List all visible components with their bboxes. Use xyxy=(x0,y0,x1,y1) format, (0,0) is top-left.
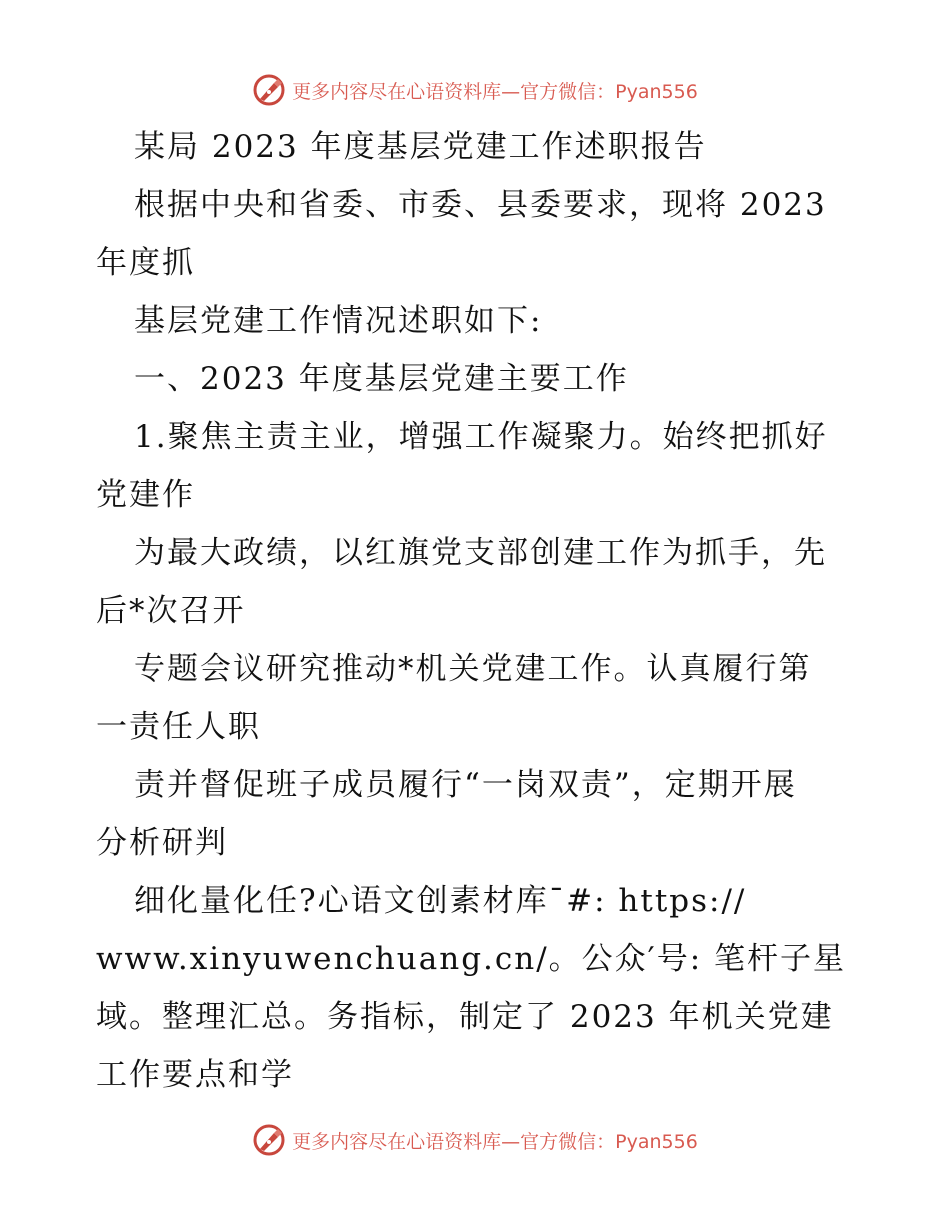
document-line: 根据中央和省委、市委、县委要求，现将 2023 xyxy=(134,187,827,223)
document-line: 一、2023 年度基层党建主要工作 xyxy=(134,361,629,397)
footer-banner xyxy=(0,1120,950,1160)
document-line: 细化量化任?心语文创素材库¯#: https:// xyxy=(134,883,747,919)
header-banner xyxy=(0,70,950,110)
document-line: 为最大政绩，以红旗党支部创建工作为抓手，先 xyxy=(134,535,827,571)
document-line: 党建作 xyxy=(96,477,195,513)
document-body xyxy=(96,118,866,1104)
document-line: 基层党建工作情况述职如下: xyxy=(134,303,543,339)
document-line: 分析研判 xyxy=(96,825,228,861)
header-banner-text: 更多内容尽在心语资料库—官方微信：Pyan556 xyxy=(292,80,698,103)
document-line: 责并督促班子成员履行“一岗双责”，定期开展 xyxy=(134,767,797,803)
document-line: 后*次召开 xyxy=(96,593,246,629)
footer-banner-text: 更多内容尽在心语资料库—官方微信：Pyan556 xyxy=(292,1130,698,1153)
document-line: 工作要点和学 xyxy=(96,1057,294,1093)
document-line: 域。整理汇总。务指标，制定了 2023 年机关党建 xyxy=(96,999,834,1035)
document-line: 专题会议研究推动*机关党建工作。认真履行第 xyxy=(134,651,812,687)
document-line: 1.聚焦主责主业，增强工作凝聚力。始终把抓好 xyxy=(134,419,828,455)
document-line: 一责任人职 xyxy=(96,709,261,745)
document-line: 某局 2023 年度基层党建工作述职报告 xyxy=(134,129,707,165)
pen-nib-logo-icon xyxy=(252,1123,286,1157)
document-line: 年度抓 xyxy=(96,245,195,281)
pen-nib-logo-icon xyxy=(252,73,286,107)
document-line: www.xinyuwenchuang.cn/。公众′号: 笔杆子星 xyxy=(96,941,847,977)
